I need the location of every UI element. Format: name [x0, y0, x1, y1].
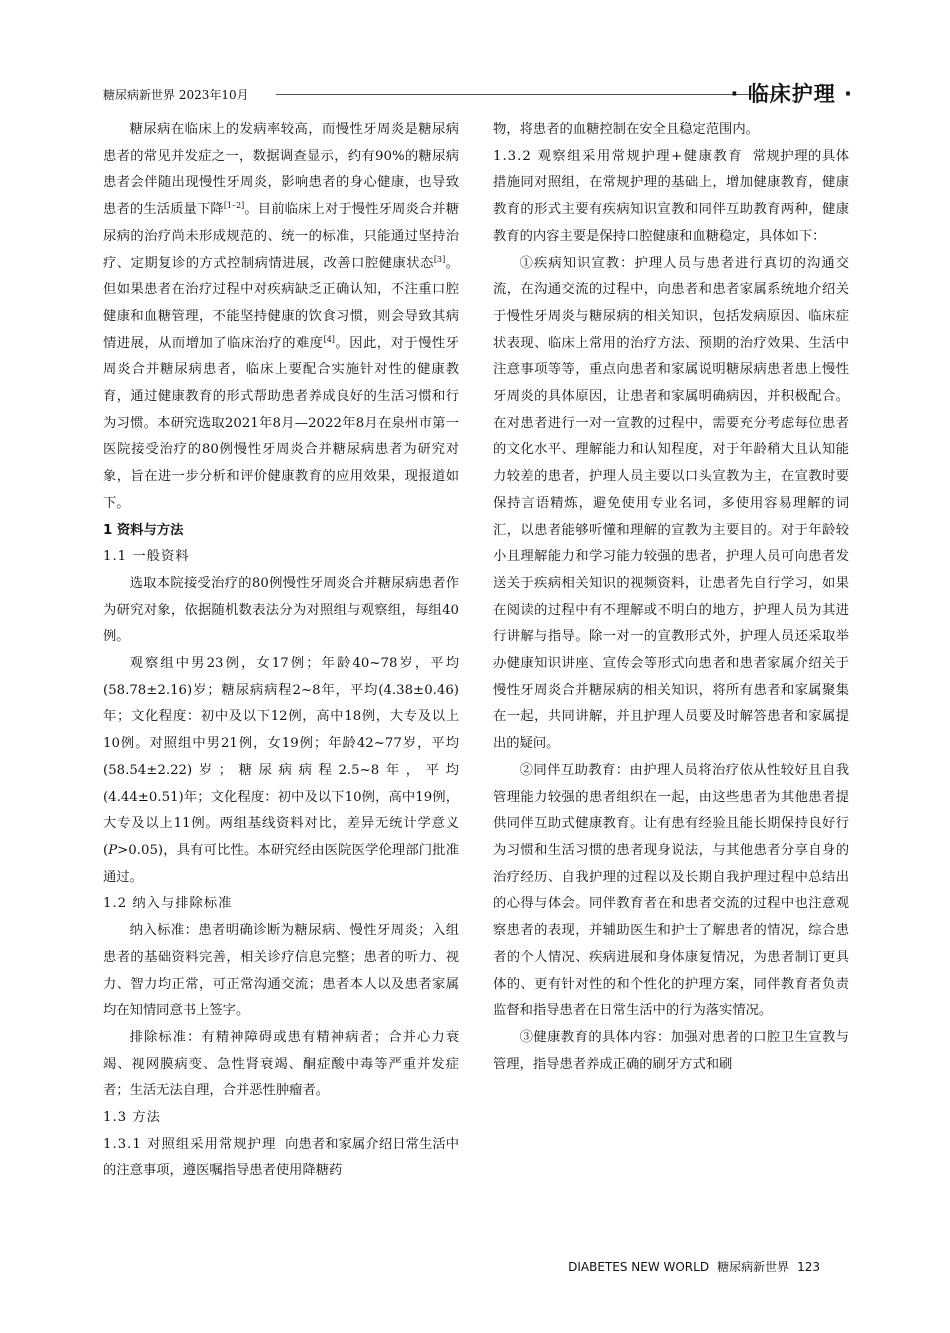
- journal-name-en: DIABETES NEW WORLD: [568, 1260, 710, 1274]
- intro-paragraph: 糖尿病在临床上的发病率较高，而慢性牙周炎是糖尿病患者的常见并发症之一，数据调查显示，约有90%的糖尿病患者会伴随出现慢性牙周炎，影响患者的身心健康，也导致患者的生活质量下降[1–2]。目前临床上对于慢性牙周炎合并糖尿病的治疗尚未形成规范的、统一的标准，只能通过坚持治疗、定期复诊的方式控制病情进展，改善口腔健康状态[3]。但如果患者在治疗过程中对疾病缺乏正确认知，不注重口腔健康和血糖管理，不能坚持健康的饮食习惯，则会导致其病情进展，从而增加了临床治疗的难度[4]。因此，对于慢性牙周炎合并糖尿病患者，临床上要配合实施针对性的健康教育，通过健康教育的形式帮助患者养成良好的生活习惯和行为习惯。本研究选取2021年8月—2022年8月在泉州市第一医院接受治疗的80例慢性牙周炎合并糖尿病患者为研究对象，旨在进一步分析和评价健康教育的应用效果，现报道如下。: [103, 122, 460, 511]
- heading-general-data: 1.1 一般资料: [103, 549, 190, 565]
- heading-materials-methods: 1 资料与方法: [103, 522, 184, 538]
- paragraph-continued: 物，将患者的血糖控制在安全且稳定范围内。: [493, 122, 759, 137]
- page-footer: [560, 1258, 820, 1275]
- paragraph-control-group: 1.3.1 对照组采用常规护理 向患者和家属介绍日常生活中的注意事项，遵医嘱指导患者使用降糖药: [103, 1136, 459, 1179]
- page-number: 123: [797, 1260, 820, 1274]
- heading-methods: 1.3 方法: [103, 1110, 161, 1126]
- left-column: [103, 117, 459, 1185]
- page-header: [103, 82, 853, 112]
- journal-name-cn: 糖尿病新世界: [717, 1260, 790, 1274]
- citation: [3]: [433, 254, 446, 264]
- heading-control-group: 1.3.1 对照组采用常规护理: [103, 1136, 277, 1152]
- paragraph-exclusion: 排除标准：有精神障碍或患有精神病者；合并心力衰竭、视网膜病变、急性肾衰竭、酮症酸中毒等严重并发症者；生活无法自理，合并恶性肿瘤者。: [103, 1029, 459, 1099]
- journal-date: 糖尿病新世界 2023年10月: [103, 88, 249, 102]
- citation: [4]: [323, 334, 335, 344]
- paragraph-observation-group: 1.3.2 观察组采用常规护理+健康教育 常规护理的具体措施同对照组，在常规护理的基础上，增加健康教育，健康教育的形式主要有疾病知识宣教和同伴互助教育两种，健康教育的内容主要是保持口腔健康和血糖稳定，具体如下：: [493, 148, 849, 244]
- header-rule: [276, 94, 776, 95]
- heading-criteria: 1.2 纳入与排除标准: [103, 896, 233, 912]
- paragraph-baseline: 观察组中男23例，女17例；年龄40~78岁，平均(58.78±2.16)岁；糖尿病病程2~8年，平均(4.38±0.46)年；文化程度：初中及以下12例，高中18例，大专及以上10例。对照组中男21例，女19例；年龄42~77岁，平均(58.54±2.22)岁；糖尿病病程2.5~8年，平均(4.44±0.51)年；文化程度：初中及以下10例，高中19例，大专及以上11例。两组基线资料对比，差异无统计学意义(P>0.05)，具有可比性。本研究经由医院医学伦理部门批准通过。: [103, 656, 459, 885]
- right-column: [493, 117, 849, 1078]
- paragraph-peer-education: ②同伴互助教育：由护理人员将治疗依从性较好且自我管理能力较强的患者组织在一起，由这些患者为其他患者提供同伴互助式健康教育。让有患有经验且能长期保持良好行为习惯和生活习惯的患者现身说法，与其他患者分享自身的治疗经历、自我护理的过程以及长期自我护理过程中总结出的心得与体会。同伴教育者在和患者交流的过程中也注意观察患者的表现，并辅助医生和护士了解患者的情况，综合患者的个人情况、疾病进展和身体康复情况，为患者制订更具体的、更有针对性的和个性化的护理方案，同伴教育者负责监督和指导患者在日常生活中的行为落实情况。: [493, 762, 849, 1019]
- heading-observation-group: 1.3.2 观察组采用常规护理+健康教育: [493, 148, 744, 164]
- paragraph-education-content: ③健康教育的具体内容：加强对患者的口腔卫生宣教与管理，指导患者养成正确的刷牙方式和刷: [493, 1029, 849, 1072]
- section-title: · 临床护理 ·: [730, 82, 853, 106]
- paragraph-inclusion: 纳入标准：患者明确诊断为糖尿病、慢性牙周炎；入组患者的基础资料完善，相关诊疗信息完整；患者的听力、视力、智力均正常，可正常沟通交流；患者本人以及患者家属均在知情同意书上签字。: [103, 923, 459, 1019]
- citation: [1–2]: [223, 201, 245, 211]
- paragraph-selection: 选取本院接受治疗的80例慢性牙周炎合并糖尿病患者作为研究对象，依据随机数表法分为对照组与观察组，每组40例。: [103, 575, 459, 645]
- paragraph-disease-education: ①疾病知识宣教：护理人员与患者进行真切的沟通交流，在沟通交流的过程中，向患者和患者家属系统地介绍关于慢性牙周炎与糖尿病的相关知识，包括发病原因、临床症状表现、临床上常用的治疗方法、预期的治疗效果、生活中注意事项等等，重点向患者和家属说明糖尿病患者患上慢性牙周炎的具体原因，让患者和家属明确病因，并积极配合。在对患者进行一对一宣教的过程中，需要充分考虑每位患者的文化水平、理解能力和认知程度，对于年龄稍大且认知能力较差的患者，护理人员主要以口头宣教为主，在宣教时要保持言语精炼，避免使用专业名词，多使用容易理解的词汇，以患者能够听懂和理解的宣教为主要目的。对于年龄较小且理解能力和学习能力较强的患者，护理人员可向患者发送关于疾病相关知识的视频资料，让患者先自行学习，如果在阅读的过程中有不理解或不明白的地方，护理人员为其进行讲解与指导。除一对一的宣教形式外，护理人员还采取举办健康知识讲座、宣传会等形式向患者和患者家属介绍关于慢性牙周炎合并糖尿病的相关知识，将所有患者和家属聚集在一起，共同讲解，并且护理人员要及时解答患者和家属提出的疑问。: [493, 255, 849, 752]
